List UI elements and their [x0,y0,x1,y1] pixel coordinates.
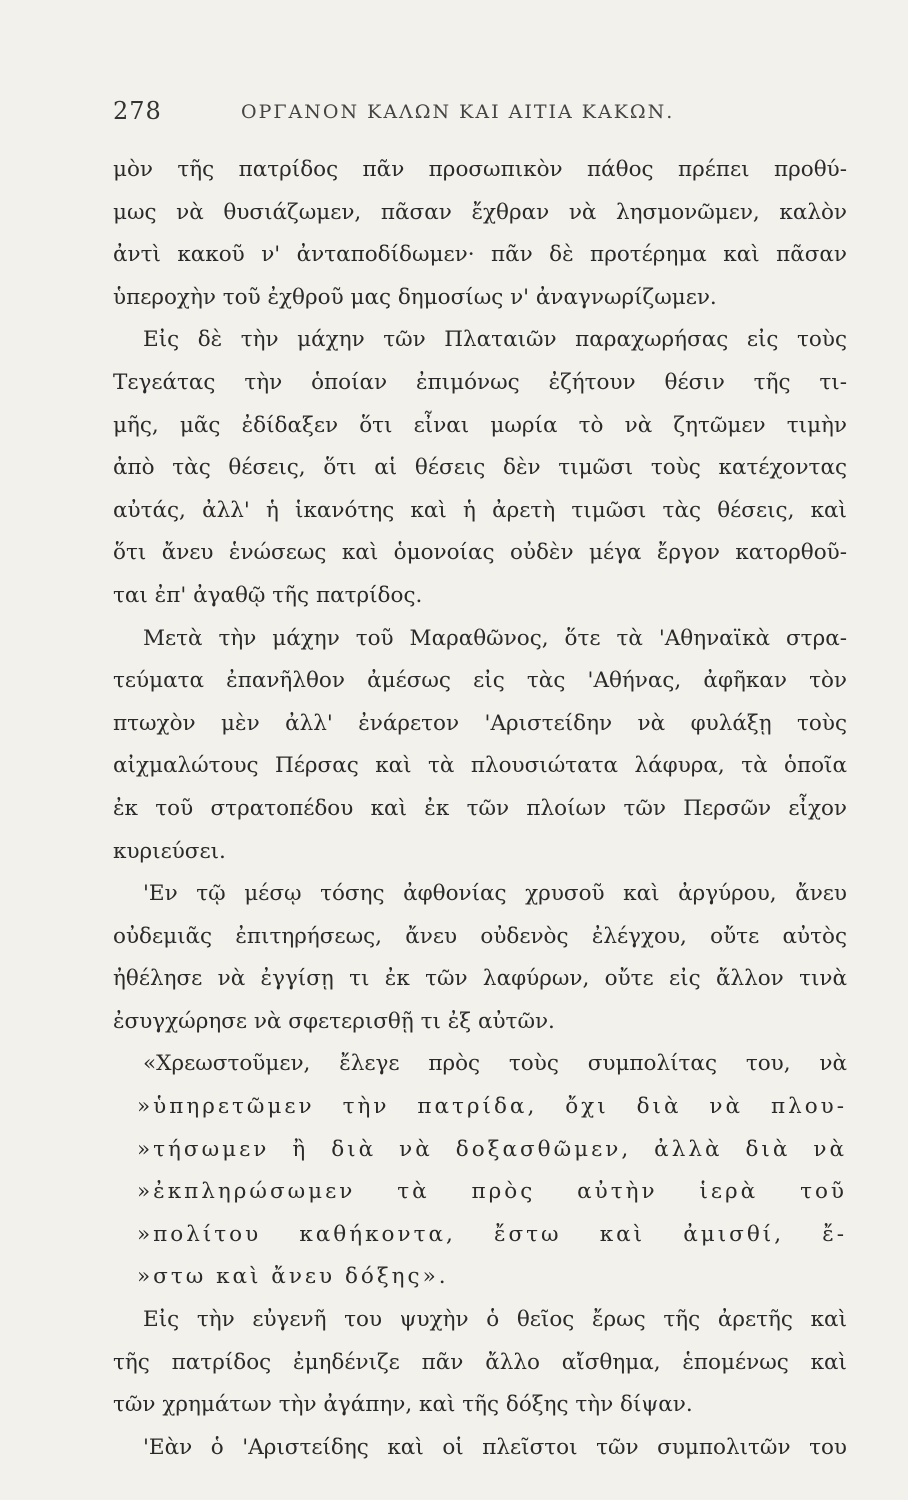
quote-start-line: «Χρεωστοῦμεν, ἔλεγε πρὸς τοὺς συμπολίτας του, νὰ [143,1051,847,1077]
paragraph-start-line: Εἰς δὲ τὴν μάχην τῶν Πλαταιῶν παραχωρήσας εἰς τοὺς [143,327,847,353]
running-title: ΟΡΓΑΝΟΝ ΚΑΛΩΝ ΚΑΙ ΑΙΤΙΑ ΚΑΚΩΝ. [241,101,675,123]
text-line: ἀντὶ κακοῦ ν' ἀνταποδίδωμεν· πᾶν δὲ προτέρημα καὶ πᾶσαν [113,242,847,268]
text-line: κυριεύσει. [113,838,226,864]
text-line: ἐσυγχώρησε νὰ σφετερισθῇ τι ἐξ αὐτῶν. [113,1008,555,1034]
text-line: μως νὰ θυσιάζωμεν, πᾶσαν ἔχθραν νὰ λησμονῶμεν, καλὸν [113,199,847,225]
text-line: οὐδεμιᾶς ἐπιτηρήσεως, ἄνευ οὐδενὸς ἐλέγχου, οὔτε αὐτὸς [113,923,847,949]
page-number: 278 [113,97,162,125]
text-line: μὸν τῆς πατρίδος πᾶν προσωπικὸν πάθος πρέπει προθύ- [113,157,847,182]
text-line: ται ἐπ' ἀγαθῷ τῆς πατρίδος. [113,582,423,608]
body-text [113,149,847,1469]
text-line: μῆς, μᾶς ἐδίδαξεν ὅτι εἶναι μωρία τὸ νὰ ζητῶμεν τιμὴν [113,412,847,438]
text-line: αἰχμαλώτους Πέρσας καὶ τὰ πλουσιώτατα λάφυρα, τὰ ὁποῖα [113,753,847,779]
quote-line: »στω καὶ ἄνευ δόξης». [137,1264,449,1290]
quote-line: »ἐκπληρώσωμεν τὰ πρὸς αὐτὴν ἱερὰ τοῦ [137,1179,847,1205]
paragraph-start-line: 'Εὰν ὁ 'Αριστείδης καὶ οἱ πλεῖστοι τῶν συμπολιτῶν του [143,1434,847,1460]
paragraph-start-line: Εἰς τὴν εὐγενῆ του ψυχὴν ὁ θεῖος ἔρως τῆς ἀρετῆς καὶ [143,1307,847,1333]
text-line: ἠθέλησε νὰ ἐγγίσῃ τι ἐκ τῶν λαφύρων, οὔτε εἰς ἄλλον τινὰ [113,966,847,992]
text-line: τῶν χρημάτων τὴν ἀγάπην, καὶ τῆς δόξης τὴν δίψαν. [113,1392,693,1418]
text-line: τῆς πατρίδος ἐμηδένιζε πᾶν ἄλλο αἴσθημα, ἑπομένως καὶ [113,1349,847,1375]
text-line: πτωχὸν μὲν ἀλλ' ἐνάρετον 'Αριστείδην νὰ φυλάξῃ τοὺς [113,710,847,736]
text-line: ὅτι ἄνευ ἑνώσεως καὶ ὁμονοίας οὐδὲν μέγα ἔργον κατορθοῦ- [113,540,847,566]
text-line: αὐτάς, ἀλλ' ἡ ἱκανότης καὶ ἡ ἀρετὴ τιμῶσι τὰς θέσεις, καὶ [113,497,847,523]
page-header [113,97,841,127]
paragraph-start-line: 'Εν τῷ μέσῳ τόσης ἀφθονίας χρυσοῦ καὶ ἀργύρου, ἄνευ [143,881,847,907]
paragraph-start-line: Μετὰ τὴν μάχην τοῦ Μαραθῶνος, ὅτε τὰ 'Αθηναϊκὰ στρα- [143,625,847,651]
quote-line: »τήσωμεν ἢ διὰ νὰ δοξασθῶμεν, ἀλλὰ διὰ νὰ [137,1136,847,1162]
text-line: Τεγεάτας τὴν ὁποίαν ἐπιμόνως ἐζήτουν θέσιν τῆς τι- [113,369,847,395]
text-line: τεύματα ἐπανῆλθον ἀμέσως εἰς τὰς 'Αθήνας, ἀφῆκαν τὸν [113,668,847,694]
text-line: ὑπεροχὴν τοῦ ἐχθροῦ μας δημοσίως ν' ἀναγνωρίζωμεν. [113,284,717,310]
text-line: ἀπὸ τὰς θέσεις, ὅτι αἱ θέσεις δὲν τιμῶσι τοὺς κατέχοντας [113,455,847,481]
quote-line: »πολίτου καθήκοντα, ἔστω καὶ ἀμισθί, ἔ- [137,1221,847,1247]
text-line: ἐκ τοῦ στρατοπέδου καὶ ἐκ τῶν πλοίων τῶν Περσῶν εἶχον [113,795,847,821]
quote-line: »ὑπηρετῶμεν τὴν πατρίδα, ὄχι διὰ νὰ πλου- [137,1094,847,1120]
